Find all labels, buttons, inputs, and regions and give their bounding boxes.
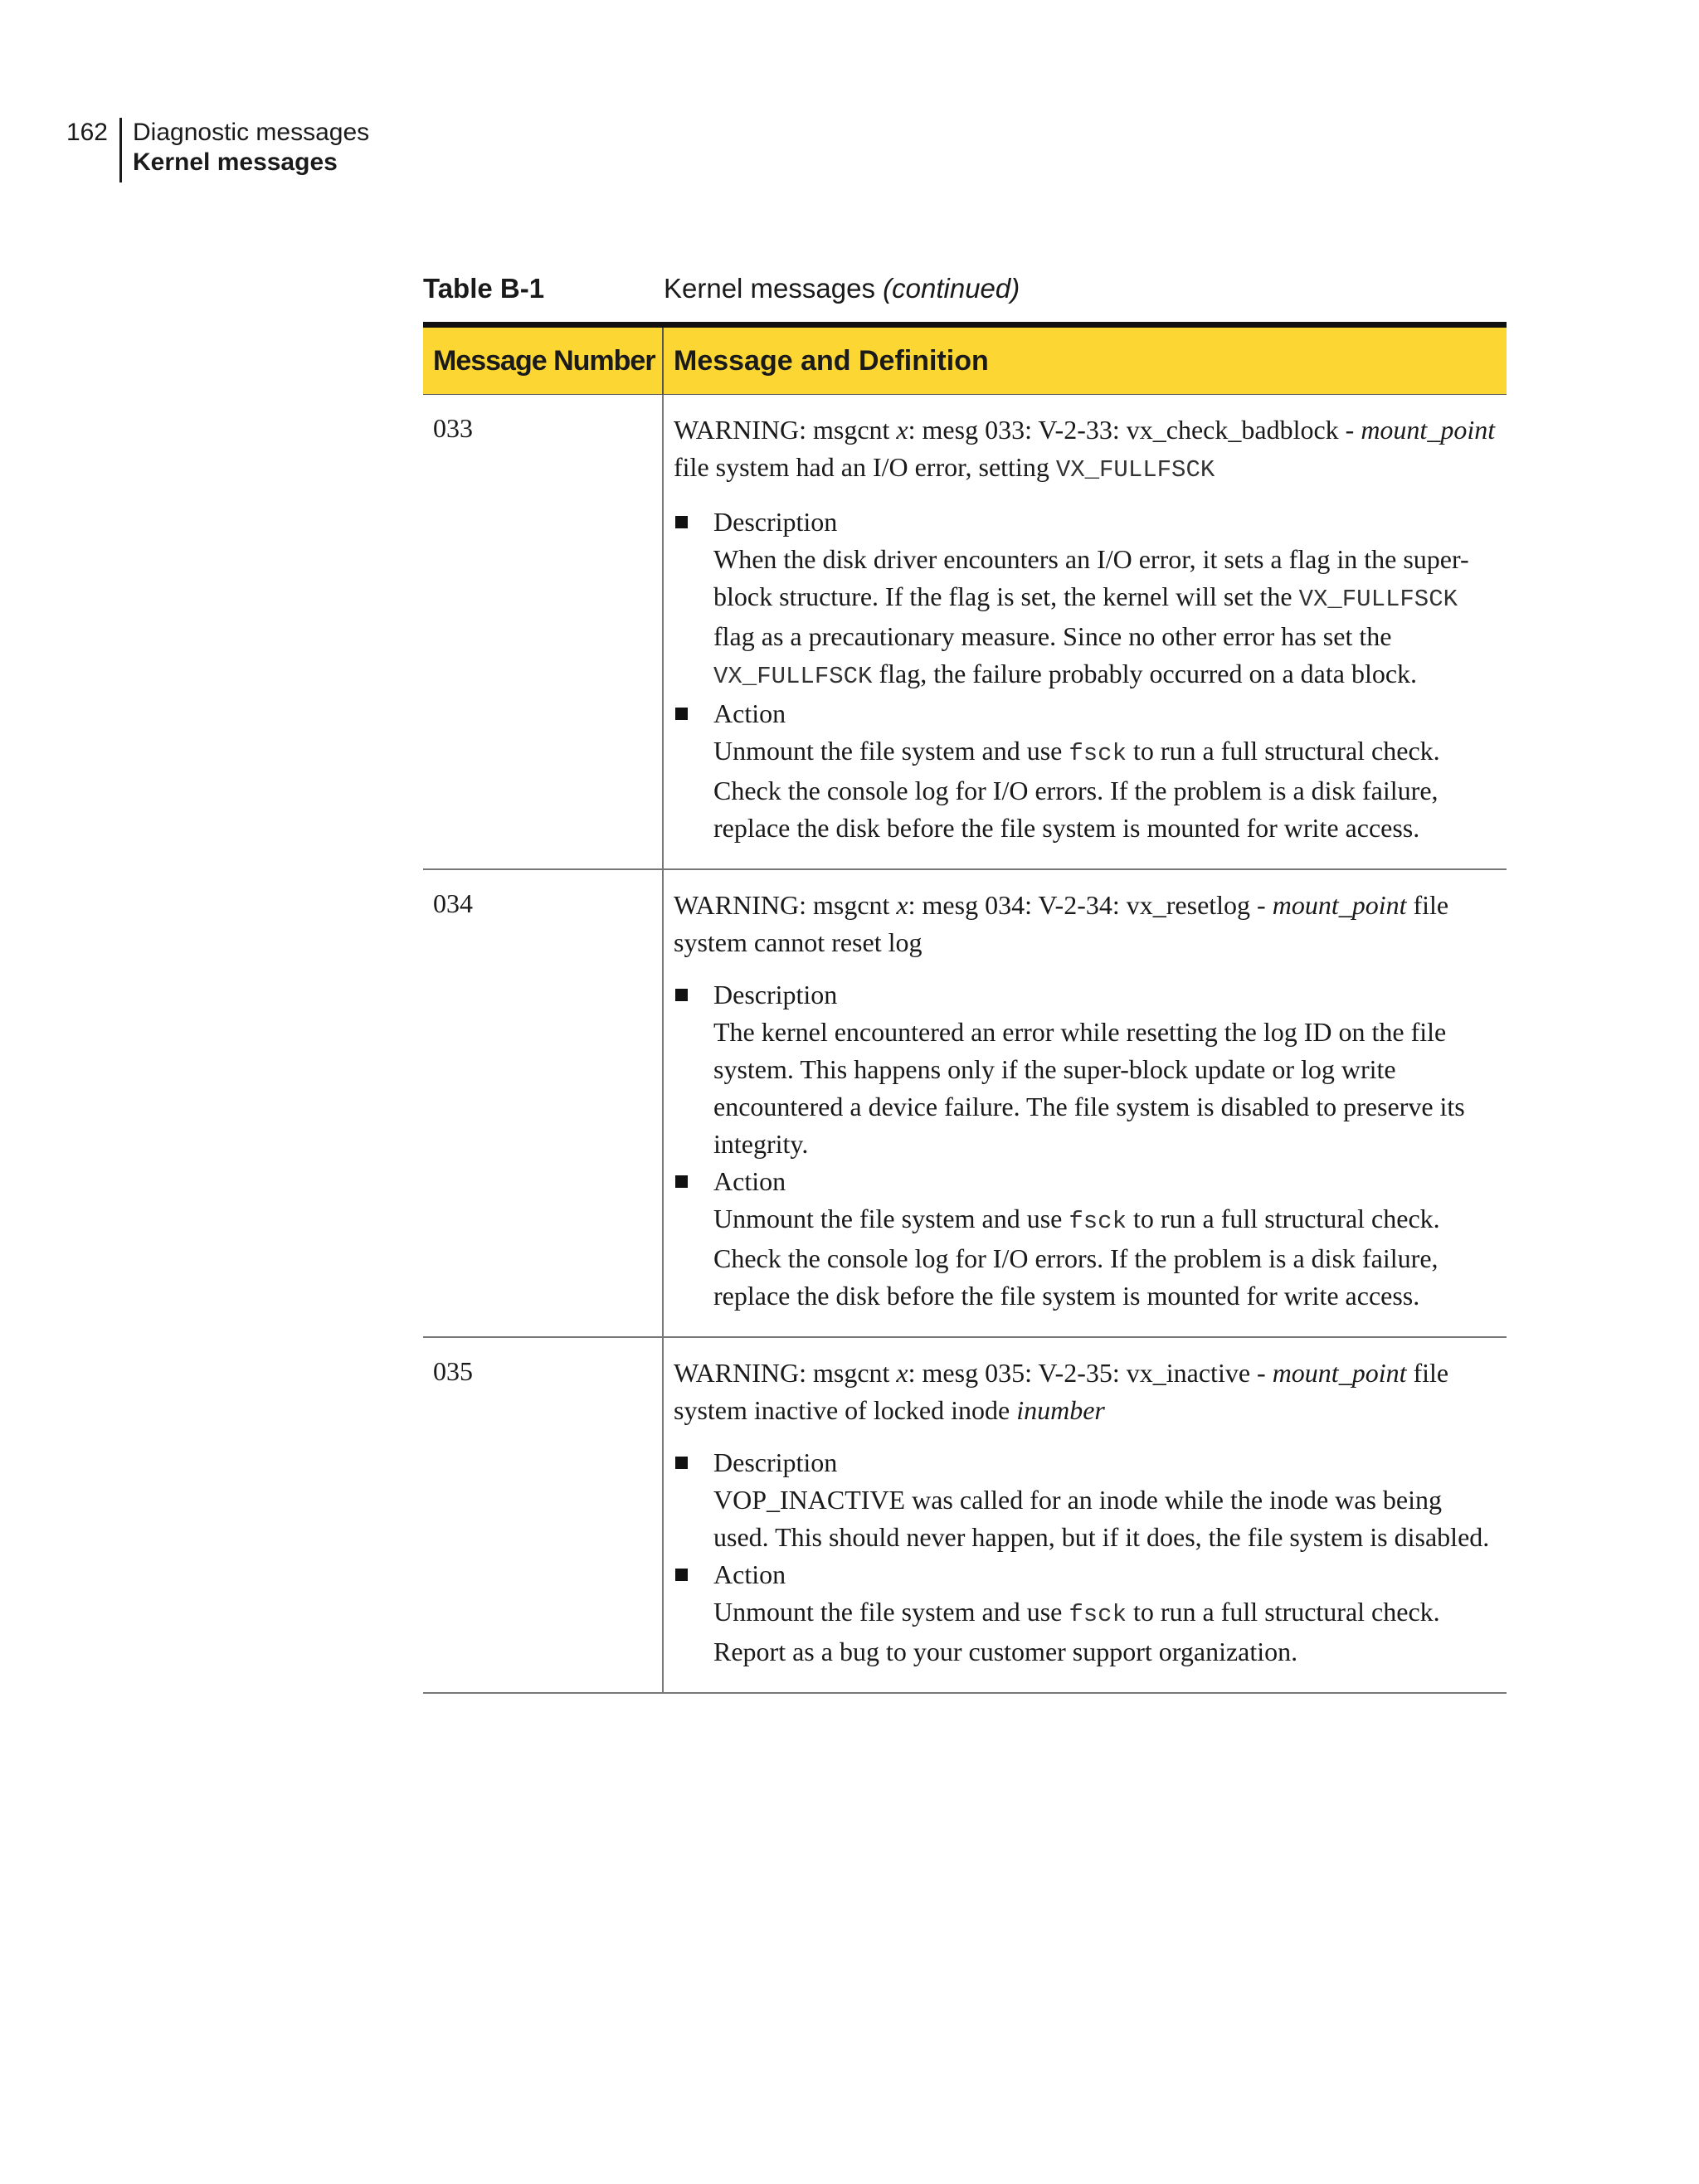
code-part: fsck bbox=[1069, 740, 1127, 767]
code-part: fsck bbox=[1069, 1601, 1127, 1628]
text-part: flag, the failure probably occurred on a data block. bbox=[872, 659, 1418, 688]
message-definition bbox=[664, 870, 1507, 1336]
message-definition bbox=[664, 395, 1507, 868]
code-part: VX_FULLFSCK bbox=[1298, 586, 1458, 613]
action-item bbox=[674, 1556, 1498, 1671]
msg-variable: mount_point bbox=[1272, 1358, 1407, 1388]
action-item bbox=[674, 1163, 1498, 1315]
code-part: VX_FULLFSCK bbox=[713, 663, 873, 690]
description-text: The kernel encountered an error while resetting the log ID on the file system. This happens only if the super-block update or log write encountered a device failure. The file system is disabled to preserve its integrity. bbox=[713, 1017, 1465, 1159]
code-part: fsck bbox=[1069, 1208, 1127, 1235]
action-text bbox=[713, 1593, 1498, 1671]
msg-part: WARNING: msgcnt bbox=[674, 890, 897, 920]
message-text bbox=[674, 887, 1498, 961]
bullet-icon bbox=[675, 708, 688, 720]
table-title bbox=[664, 272, 1020, 305]
msg-part: : mesg 033: V-2-33: vx_check_badblock - bbox=[908, 415, 1361, 445]
description-item bbox=[674, 1444, 1498, 1556]
msg-variable: x bbox=[896, 415, 908, 445]
msg-part: WARNING: msgcnt bbox=[674, 415, 897, 445]
msg-part: : mesg 035: V-2-35: vx_inactive - bbox=[908, 1358, 1273, 1388]
msg-code: VX_FULLFSCK bbox=[1055, 456, 1215, 484]
msg-variable: mount_point bbox=[1361, 415, 1496, 445]
text-part: When the disk driver encounters an I/O error, it sets a flag in the super-block structure. If the flag is set, the kernel will set the bbox=[713, 544, 1469, 611]
bullet-icon bbox=[675, 1457, 688, 1469]
text-part: to run a full structural check. Check the console log for I/O errors. If the problem is a disk failure, replace the disk before the file system is mounted for write access. bbox=[713, 1204, 1440, 1311]
text-part: Unmount the file system and use bbox=[713, 736, 1069, 766]
description-text bbox=[713, 541, 1498, 695]
table-header-row bbox=[423, 322, 1507, 395]
action-text bbox=[713, 732, 1498, 847]
chapter-title: Diagnostic messages bbox=[133, 119, 370, 146]
msg-part: : mesg 034: V-2-34: vx_resetlog - bbox=[908, 890, 1273, 920]
msg-part: file system cannot reset log bbox=[674, 890, 1449, 957]
action-text bbox=[713, 1200, 1498, 1315]
header-divider bbox=[119, 118, 122, 182]
msg-variable: x bbox=[896, 1358, 908, 1388]
bullet-icon bbox=[675, 989, 688, 1001]
text-part: to run a full structural check. Check the console log for I/O errors. If the problem is a disk failure, replace the disk before the file system is mounted for write access. bbox=[713, 736, 1440, 843]
table-row bbox=[423, 395, 1507, 870]
text-part: to run a full structural check. Report as a bug to your customer support organization. bbox=[713, 1597, 1440, 1666]
message-number: 035 bbox=[423, 1338, 664, 1692]
column-header-message-definition: Message and Definition bbox=[674, 345, 989, 377]
description-text: VOP_INACTIVE was called for an inode while the inode was being used. This should never happen, but if it does, the file system is disabled. bbox=[713, 1485, 1490, 1552]
msg-part: WARNING: msgcnt bbox=[674, 1358, 897, 1388]
description-label: Description bbox=[713, 507, 838, 537]
bullet-icon bbox=[675, 1569, 688, 1581]
description-item bbox=[674, 503, 1498, 695]
message-definition bbox=[664, 1338, 1507, 1692]
table-row bbox=[423, 1338, 1507, 1694]
column-header-message-number: Message Number bbox=[423, 328, 664, 394]
action-item bbox=[674, 695, 1498, 847]
kernel-messages-table bbox=[423, 322, 1507, 1694]
msg-variable: mount_point bbox=[1272, 890, 1407, 920]
msg-variable: inumber bbox=[1016, 1395, 1105, 1425]
message-number: 033 bbox=[423, 395, 664, 868]
description-item bbox=[674, 976, 1498, 1163]
msg-variable: x bbox=[896, 890, 908, 920]
table-title-suffix: (continued) bbox=[883, 273, 1020, 304]
table-label: Table B-1 bbox=[423, 273, 545, 304]
table-row bbox=[423, 870, 1507, 1338]
section-title: Kernel messages bbox=[133, 148, 338, 176]
message-number: 034 bbox=[423, 870, 664, 1336]
table-title-text: Kernel messages bbox=[664, 273, 875, 304]
bullet-icon bbox=[675, 516, 688, 528]
text-part: flag as a precautionary measure. Since no other error has set the bbox=[713, 621, 1392, 651]
text-part: Unmount the file system and use bbox=[713, 1204, 1069, 1233]
page-number: 162 bbox=[66, 119, 108, 146]
text-part: Unmount the file system and use bbox=[713, 1597, 1069, 1627]
action-label: Action bbox=[713, 698, 786, 728]
action-label: Action bbox=[713, 1166, 786, 1196]
msg-part: file system had an I/O error, setting bbox=[674, 452, 1056, 482]
message-text bbox=[674, 1355, 1498, 1429]
bullet-icon bbox=[675, 1175, 688, 1188]
description-label: Description bbox=[713, 980, 838, 1009]
description-label: Description bbox=[713, 1447, 838, 1477]
msg-part: file system inactive of locked inode bbox=[674, 1358, 1449, 1425]
message-text bbox=[674, 411, 1498, 489]
action-label: Action bbox=[713, 1559, 786, 1589]
